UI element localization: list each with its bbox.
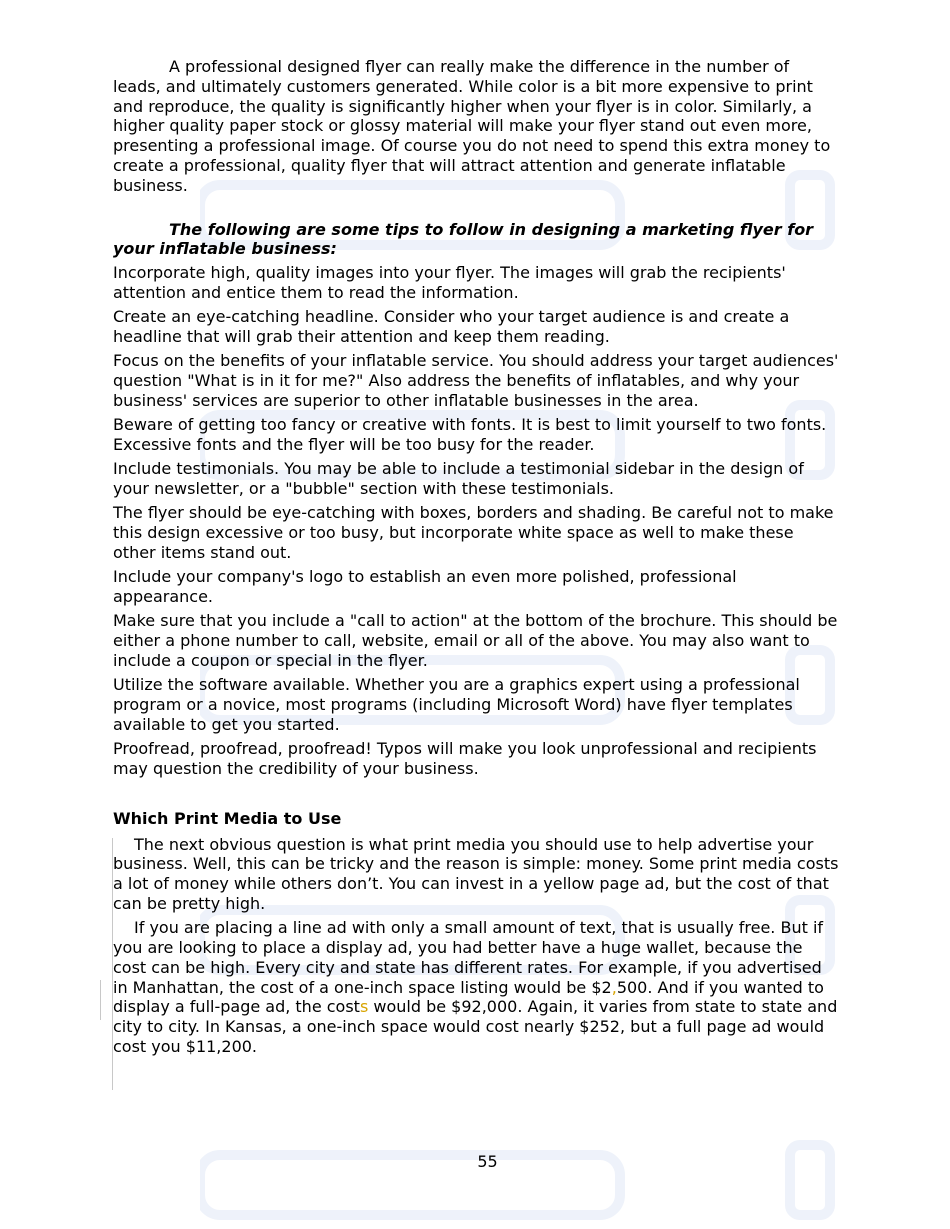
tip-item: Create an eye-catching headline. Consider who your target audience is and create a headline that will grab their attention and keep them reading. bbox=[113, 307, 790, 347]
media-paragraph-2 bbox=[113, 918, 840, 1057]
document-page bbox=[113, 57, 840, 1061]
intro-paragraph: A professional designed flyer can really make the difference in the number of leads, and ultimately customers generated. While color is a bit more expensive to print and reproduce, the quality is significantly higher when your flyer is in color. Similarly, a higher quality paper stock or glossy material will make your flyer stand out even more, presenting a professional image. Of course you do not need to spend this extra money to create a professional, quality flyer that will attract attention and generate inflatable business. bbox=[113, 57, 831, 195]
tip-item: Include testimonials. You may be able to include a testimonial sidebar in the design of your newsletter, or a "bubble" section with these testimonials. bbox=[113, 459, 804, 499]
left-margin-rule-short bbox=[100, 980, 101, 1020]
tip-item: Incorporate high, quality images into your flyer. The images will grab the recipients' attention and entice them to read the information. bbox=[113, 263, 786, 302]
media-paragraph-2-text: would be $92,000. Again, it varies from state to state and city to city. In Kansas, a one-inch space would cost nearly $252, but a full page ad would cost you $11,200. bbox=[113, 997, 838, 1057]
tip-item: Make sure that you include a "call to action" at the bottom of the brochure. This should be either a phone number to call, website, email or all of the above. You may also want to include a coupon or special in the flyer. bbox=[113, 611, 838, 671]
tip-item: Beware of getting too fancy or creative with fonts. It is best to limit yourself to two fonts. Excessive fonts and the flyer will be too busy for the reader. bbox=[113, 415, 827, 455]
watermark-band-5 bbox=[200, 1135, 840, 1225]
tip-item: Focus on the benefits of your inflatable service. You should address your target audiences' question "What is in it for me?" Also address the benefits of inflatables, and why your business' services are superior to other inflatable businesses in the area. bbox=[113, 351, 839, 410]
highlighted-comma: , bbox=[611, 977, 617, 997]
tip-item: The flyer should be eye-catching with boxes, borders and shading. Be careful not to make this design excessive or too busy, but incorporate white space as well to make these other items stand out. bbox=[113, 503, 834, 563]
tips-list bbox=[113, 263, 840, 779]
tips-intro: The following are some tips to follow in designing a marketing flyer for your inflatable business: bbox=[113, 219, 814, 259]
tip-item: Proofread, proofread, proofread! Typos will make you look unprofessional and recipients may question the credibility of your business. bbox=[113, 739, 817, 778]
media-paragraph-1: The next obvious question is what print media you should use to help advertise your business. Well, this can be tricky and the reason is simple: money. Some print media costs a lot of money while others don’t. You can invest in a yellow page ad, but the cost of that can be pretty high. bbox=[113, 834, 839, 913]
page-number: 55 bbox=[477, 1152, 498, 1171]
section-heading: Which Print Media to Use bbox=[113, 808, 342, 828]
media-paragraph-2-text: If you are placing a line ad with only a small amount of text, that is usually free. But if you are looking to place a display ad, you had better have a huge wallet, because the cost can be high. Every city and state has different rates. For example, if you advertised in Manhattan, the cost of a one-inch space listing would be $2 bbox=[113, 918, 824, 997]
tip-item: Utilize the software available. Whether you are a graphics expert using a professional program or a novice, most programs (including Microsoft Word) have flyer templates available to get you started. bbox=[113, 675, 800, 734]
highlighted-letter: s bbox=[359, 997, 369, 1017]
tip-item: Include your company's logo to establish an even more polished, professional appearance. bbox=[113, 567, 737, 607]
media-paragraph-2-text: 500. And if you wanted to display a full-page ad, the cost bbox=[113, 977, 824, 1017]
